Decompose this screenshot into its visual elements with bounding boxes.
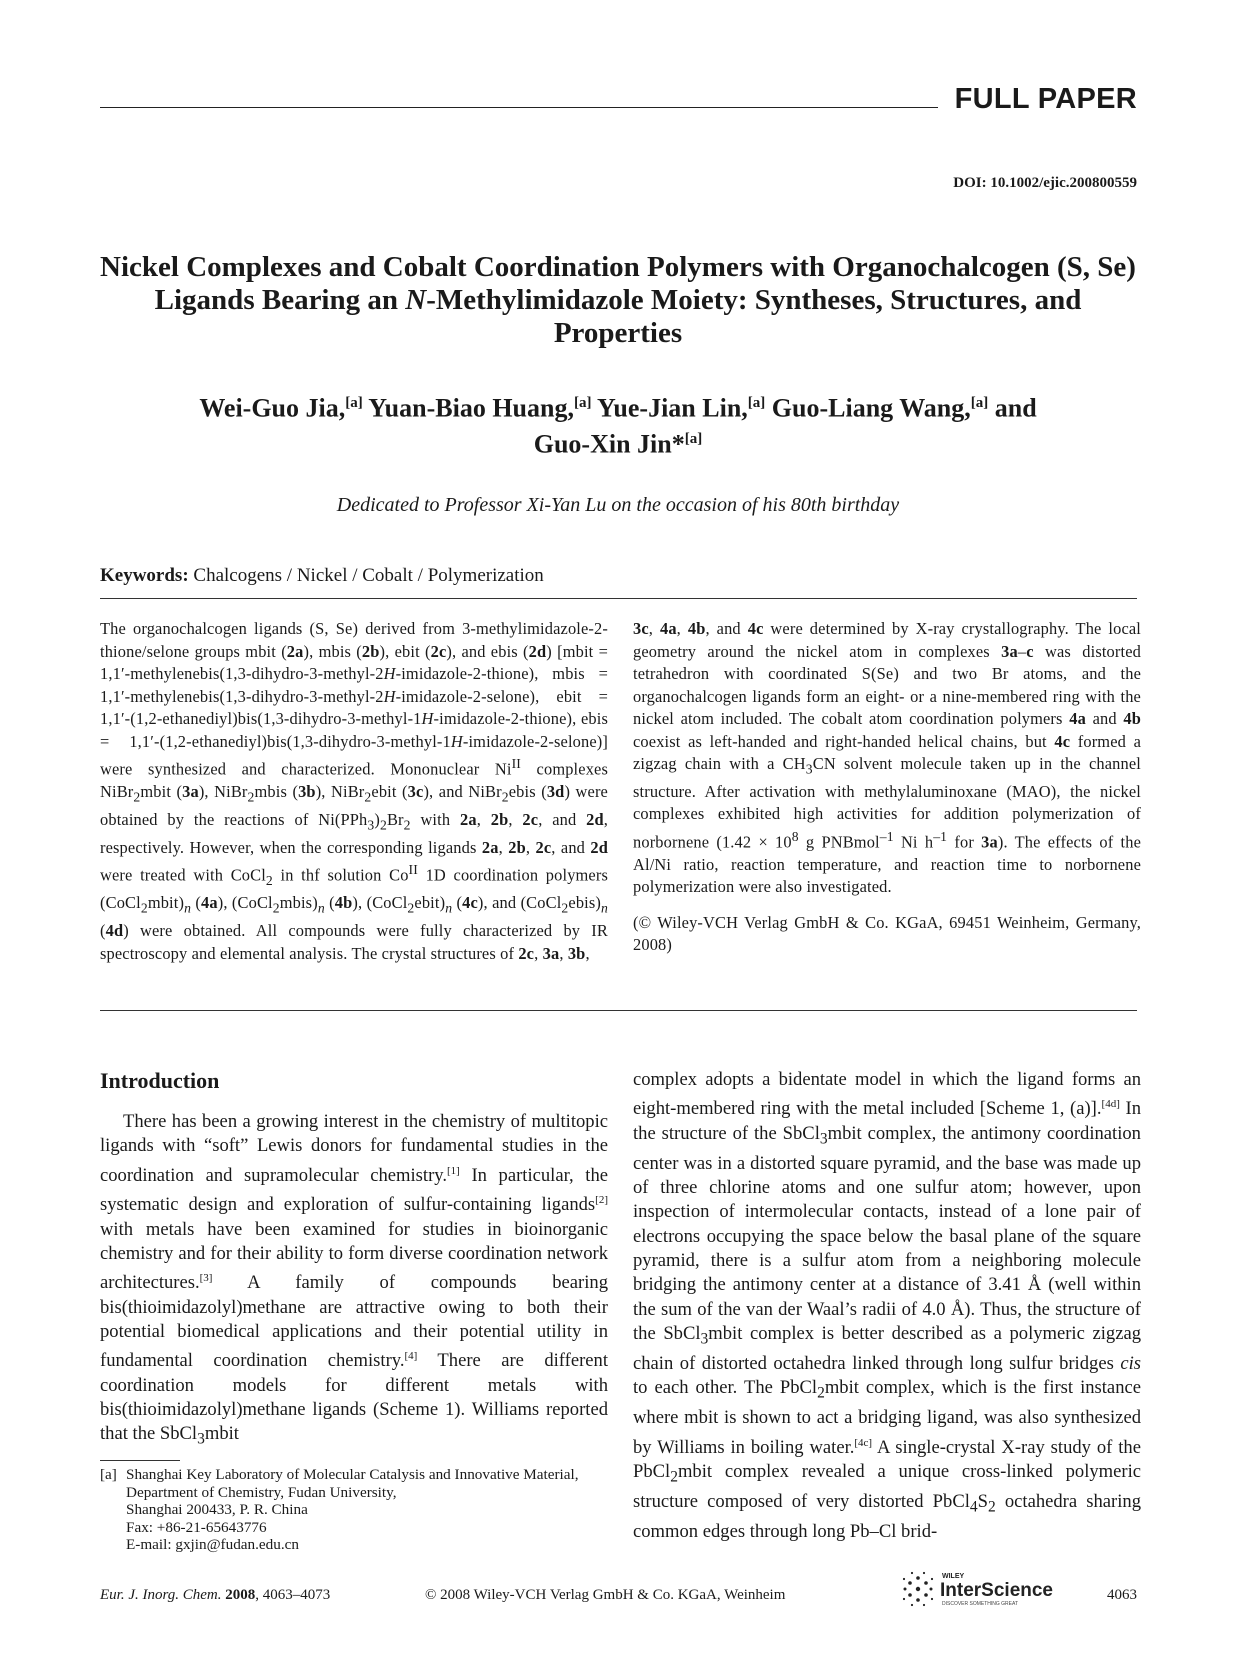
abstract-right-column: 3c, 4a, 4b, and 4c were determined by X-ray crystallography. The local geometry around the nickel atom in complexes 3a–c was distorted tetrahedron with coordinated S(Se) and two Br atoms, and the organochalcogen ligands form an eight- or a nine-membered ring with the nickel atom included. The cobalt atom coordination polymers 4a and 4b coexist as left-handed and right-handed helical chains, but 4c formed a zigzag chain with a $CH_3CN$ solvent molecule taken up in the channel structure. After activation with methylaluminoxane (MAO), the nickel complexes exhibited high activities for addition polymerization of norbornene ($1.42 \times 10^8$ g PNBmol$^{-1}$ Ni $h^{-1}$ for 3a). The effects of the Al/Ni ratio, reaction temperature, and reaction time to norbornene polymerization were also investigated. (© Wiley-VCH Verlag GmbH & Co. KGaA, 69451 Weinheim, Germany, 2008) bbox=[633, 619, 1142, 955]
introduction-heading: Introduction bbox=[100, 1068, 220, 1093]
abstract-left-column: The organochalcogen ligands (S, Se) derived from 3-methylimidazole-2-thione/selone groups mbit (2a), mbis (2b), ebit (2c), and ebis (2d) [mbit = 1,1′-methylenebis(1,3-dihydro-3-methyl-2H-imidazole-2-thione), mbis = 1,1′-methylenebis(1,3-dihydro-3-methyl-2H-imidazole-2-selone), ebit = 1,1′-(1,2-ethanediyl)bis(1,3-dihydro-3-methyl-1H-imidazole-2-thione), ebis = 1,1′-(1,2-ethanediyl)bis(1,3-dihydro-3-methyl-1H-imidazole-2-selone)] were synthesized and characterized. Mononuclear $Ni^{II}$ complexes NiBr$_2$mbit (3a), NiBr$_2$mbis (3b), NiBr$_2$ebit (3c), and NiBr$_2$ebis (3d) were obtained by the reactions of $Ni(PPh_3)_2Br_2$ with 2a, 2b, 2c, and 2d, respectively. However, when the corresponding ligands 2a, 2b, 2c, and 2d were treated with CoCl$_2$ in thf solution $Co^{II}$ 1D coordination polymers $(CoCl_2mbit)_n$ (4a), $(CoCl_2mbis)_n$ (4b), $(CoCl_2ebit)_n$ (4c), and $(CoCl_2ebis)_n$ (4d) were obtained. All compounds were fully characterized by IR spectroscopy and elemental analysis. The crystal structures of 2c, 3a, 3b, bbox=[100, 619, 609, 963]
footer-journal-name: Eur. J. Inorg. Chem. bbox=[100, 1587, 222, 1603]
keywords-terms: Chalcogens / Nickel / Cobalt / Polymerization bbox=[193, 565, 544, 586]
footer-copyright: © 2008 Wiley-VCH Verlag GmbH & Co. KGaA, Weinheim bbox=[425, 1587, 786, 1603]
author-affiliation-mark: [a] bbox=[345, 395, 363, 411]
affiliation-footnote bbox=[100, 1466, 600, 1554]
interscience-logo bbox=[898, 1567, 1068, 1611]
footnote-line: Fax: +86-21-65643776 bbox=[126, 1518, 267, 1536]
paper-title: Nickel Complexes and Cobalt Coordination Polymers with Organochalcogen (S, Se) Ligands Bearing an N-Methylimidazole Moiety: Syntheses, Structures, and Properties bbox=[100, 251, 1136, 349]
globe-icon bbox=[903, 1572, 933, 1606]
author-name: Guo-Liang Wang, bbox=[771, 393, 971, 423]
footer-year: 2008 bbox=[225, 1587, 256, 1603]
footnote-line: Shanghai Key Laboratory of Molecular Catalysis and Innovative Material, Department of Chemistry, Fudan University, bbox=[126, 1466, 579, 1501]
abstract-copyright: (© Wiley-VCH Verlag GmbH & Co. KGaA, 69451 Weinheim, Germany, 2008) bbox=[633, 912, 1141, 955]
introduction-left-column bbox=[100, 1110, 608, 1452]
footnote-rule bbox=[100, 1460, 180, 1461]
doi[interactable]: DOI: 10.1002/ejic.200800559 bbox=[953, 175, 1137, 191]
footer-citation bbox=[100, 1587, 330, 1604]
dedication: Dedicated to Professor Xi-Yan Lu on the occasion of his 80th birthday bbox=[336, 494, 900, 516]
abstract-rule bbox=[100, 1010, 1137, 1011]
logo-wiley-text: WILEY bbox=[942, 1573, 965, 1580]
author-affiliation-mark: [a] bbox=[747, 395, 766, 411]
keywords-rule bbox=[100, 598, 1137, 599]
introduction-right-column: complex adopts a bidentate model in which the ligand forms an eight-membered ring with the metal included [Scheme 1, (a)].[4d] In the structure of the SbCl$_3$mbit complex, the antimony coordination center was in a distorted square pyramid, and the base was made up of three chlorine atoms and one sulfur atom; however, upon inspection of intermolecular contacts, instead of a lone pair of electrons occupying the space below the basal plane of the square pyramid, there is a sulfur atom from a neighboring molecule bridging the antimony center at a distance of 3.41 Å (well within the sum of the van der Waal’s radii of 4.0 Å). Thus, the structure of the SbCl$_3$mbit complex is better described as a polymeric zigzag chain of distorted octahedra linked through long sulfur bridges cis to each other. The PbCl$_2$mbit complex, which is the first instance where mbit is shown to act a bridging ligand, was also synthesized by Williams in boiling water.[4c] A single-crystal X-ray study of the PbCl$_2$mbit complex revealed a unique cross-linked polymeric structure composed of very distorted $PbCl_4S_2$ octahedra sharing common edges through long Pb–Cl brid- bbox=[633, 1069, 1141, 1543]
page-number: 4063 bbox=[1107, 1587, 1137, 1603]
footnote-tag: [a] bbox=[100, 1466, 117, 1483]
author-name: Yue-Jian Lin, bbox=[597, 393, 748, 423]
footnote-email[interactable]: E-mail: gxjin@fudan.edu.cn bbox=[126, 1536, 299, 1554]
logo-interscience-text: InterScience bbox=[940, 1580, 1053, 1601]
footer-pages: , 4063–4073 bbox=[255, 1587, 331, 1603]
author-name: and bbox=[994, 393, 1037, 423]
header-rule bbox=[100, 107, 938, 108]
author-affiliation-mark: [a] bbox=[970, 395, 989, 411]
author-affiliation-mark: [a] bbox=[573, 395, 592, 411]
keywords-label: Keywords: bbox=[100, 565, 189, 586]
author-name: Wei-Guo Jia, bbox=[199, 393, 346, 423]
author-name: Guo-Xin Jin* bbox=[533, 429, 685, 459]
introduction-paragraph: There has been a growing interest in the chemistry of multitopic ligands with “soft” Lewis donors for fundamental studies in the coordination and supramolecular chemistry.[1] In particular, the systematic design and exploration of sulfur-containing ligands[2] with metals have been examined for studies in bioinorganic chemistry and for their ability to form diverse coordination network architectures.[3] A family of compounds bearing bis(thioimidazolyl)methane are attractive owing to both their potential biomedical applications and their potential utility in fundamental coordination chemistry.[4] There are different coordination models for different metals with bis(thioimidazolyl)methane ligands (Scheme 1). Williams reported that the SbCl$_3$mbit bbox=[100, 1111, 608, 1449]
footnote-line: Shanghai 200433, P. R. China bbox=[126, 1501, 308, 1519]
section-label: FULL PAPER bbox=[954, 83, 1137, 115]
italic-n: N bbox=[405, 284, 427, 316]
author-affiliation-mark: [a] bbox=[684, 430, 703, 447]
keywords bbox=[100, 565, 544, 587]
author-name: Yuan-Biao Huang, bbox=[368, 393, 574, 423]
logo-tagline: DISCOVER SOMETHING GREAT bbox=[942, 1601, 1019, 1607]
author-list bbox=[100, 388, 1136, 459]
